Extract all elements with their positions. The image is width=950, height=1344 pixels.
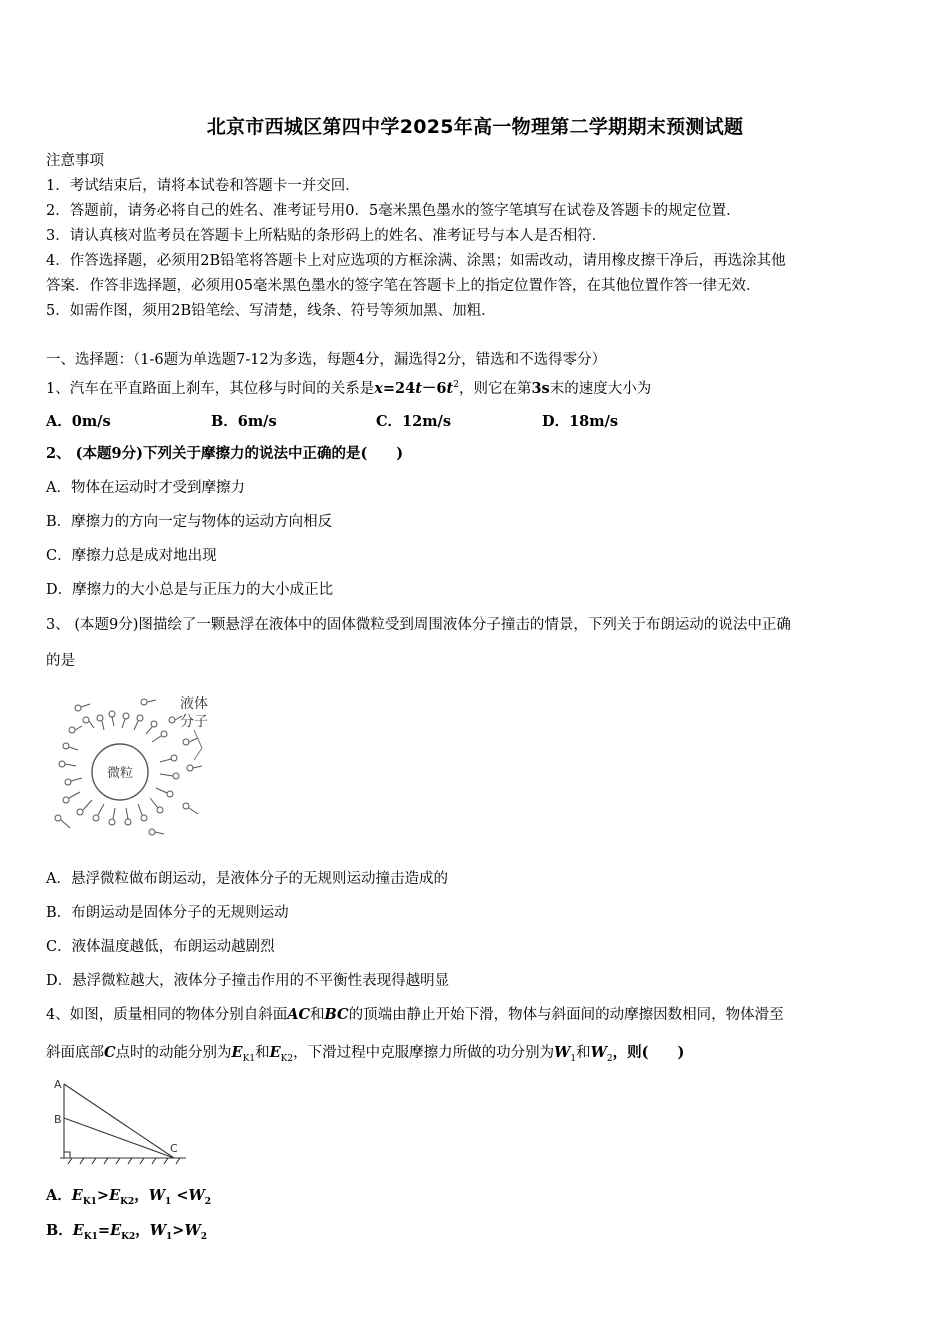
notice-item-4: 4．作答选择题，必须用2B铅笔将答题卡上对应选项的方框涂满、涂黑；如需改动，请用橡皮擦干净后，再选涂其他 (46, 253, 786, 269)
q2-option-c[interactable]: C．摩擦力总是成对地出现 (46, 548, 217, 564)
label-a: A (54, 1078, 62, 1091)
label-c: C (170, 1142, 178, 1155)
q1-option-a[interactable]: A．0m/s (46, 413, 111, 430)
q1-options (46, 410, 926, 430)
q1-option-b[interactable]: B．6m/s (211, 413, 277, 430)
page-title: 北京市西城区第四中学2025年高一物理第二学期期末预测试题 (206, 116, 744, 138)
q4-stem-line2: 斜面底部C点时的动能分别为$E_{K1}$和$E_{K2}$，下滑过程中克服摩擦力所做的功分别为$W_1$和$W_2$，则( ) (46, 1044, 685, 1064)
q1-stem: 1、汽车在平直路面上刹车，其位移与时间的关系是$x=24t-6t^2$，则它在第3s末的速度大小为 (46, 379, 652, 397)
label-pointer (194, 730, 202, 760)
q1-option-d[interactable]: D．18m/s (542, 413, 619, 430)
ground-hatching (68, 1158, 180, 1164)
right-angle-mark (64, 1152, 70, 1158)
notice-item-2: 2．答题前，请务必将自己的姓名、准考证号用0．5毫米黑色墨水的签字笔填写在试卷及答题卡的规定位置． (46, 203, 741, 219)
q3-stem-line2: 的是 (46, 653, 75, 669)
molecule-label-2: 分子 (180, 714, 208, 730)
q4-option-a[interactable]: A．$E_{K1}>E_{K2}$，$W_1 <W_2$ (46, 1187, 212, 1207)
q3-option-d[interactable]: D．悬浮微粒越大，液体分子撞击作用的不平衡性表现得越明显 (46, 973, 450, 989)
notice-item-3: 3．请认真核对监考员在答题卡上所粘贴的条形码上的姓名、准考证号与本人是否相符． (46, 228, 607, 244)
q2-option-d[interactable]: D．摩擦力的大小总是与正压力的大小成正比 (46, 582, 334, 598)
notice-item-1: 1．考试结束后，请将本试卷和答题卡一并交回． (46, 178, 360, 194)
q2-option-a[interactable]: A．物体在运动时才受到摩擦力 (46, 480, 245, 496)
q2-option-b[interactable]: B．摩擦力的方向一定与物体的运动方向相反 (46, 514, 333, 530)
q1-option-c[interactable]: C．12m/s (376, 413, 452, 430)
incline-ac (64, 1084, 174, 1158)
notice-heading: 注意事项 (46, 153, 104, 169)
q4-option-b[interactable]: B．$E_{K1}=E_{K2}$，$W_1>W_2$ (46, 1222, 208, 1242)
notice-item-4-cont: 答案．作答非选择题，必须用05毫米黑色墨水的签字笔在答题卡上的指定位置作答，在其他位置作答一律无效． (46, 278, 761, 294)
molecule-label-1: 液体 (180, 696, 208, 712)
q3-option-c[interactable]: C．液体温度越低，布朗运动越剧烈 (46, 939, 275, 955)
particle-label: 微粒 (107, 766, 134, 781)
incline-bc (64, 1118, 174, 1158)
q4-stem-line1: 4、如图，质量相同的物体分别自斜面AC和BC的顶端由静止开始下滑，物体与斜面间的动摩擦因数相同，物体滑至 (46, 1006, 784, 1023)
q2-stem: 2、 (本题9分)下列关于摩擦力的说法中正确的是( ) (46, 445, 404, 462)
incline-figure (50, 1076, 200, 1168)
section-heading: 一、选择题：（1-6题为单选题7-12为多选，每题4分，漏选得2分，错选和不选得零分） (46, 352, 607, 368)
q3-option-a[interactable]: A．悬浮微粒做布朗运动，是液体分子的无规则运动撞击造成的 (46, 871, 448, 887)
q3-option-b[interactable]: B．布朗运动是固体分子的无规则运动 (46, 905, 289, 921)
q3-stem-line1: 3、 (本题9分)图描绘了一颗悬浮在液体中的固体微粒受到周围液体分子撞击的情景，下列关于布朗运动的说法中正确 (46, 617, 791, 633)
notice-item-5: 5．如需作图，须用2B铅笔绘、写清楚，线条、符号等须加黑、加粗． (46, 303, 496, 319)
label-b: B (54, 1113, 62, 1126)
brownian-motion-figure (52, 690, 222, 840)
